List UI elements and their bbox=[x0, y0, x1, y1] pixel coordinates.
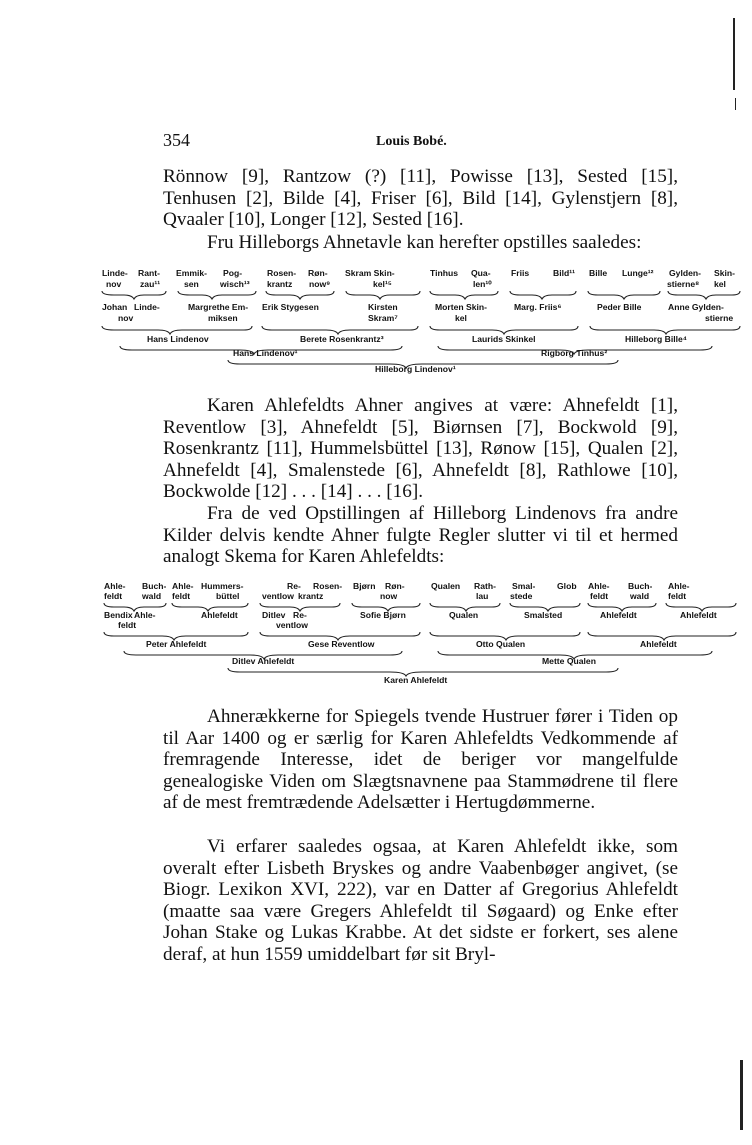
ancestor-name: stierne bbox=[705, 313, 734, 323]
ancestor-name: Tinhus bbox=[430, 268, 459, 278]
ancestor-name: wisch¹³ bbox=[220, 279, 250, 289]
ancestor-name: Gese Reventlow bbox=[308, 639, 375, 649]
scan-margin-mark bbox=[740, 1060, 743, 1130]
ancestor-name: Otto Qualen bbox=[476, 639, 526, 649]
running-title: Louis Bobé. bbox=[376, 134, 447, 149]
ancestor-name: Hummers- bbox=[201, 581, 244, 591]
ancestor-name: Re- bbox=[293, 610, 307, 620]
ancestor-name: zau¹¹ bbox=[140, 279, 161, 289]
paragraph-karen-daughter: Vi erfarer saaledes ogsaa, at Karen Ahlefeldt ikke, som overalt efter Lisbeth Bryskes og andre Vaabenbøger angivet, (se Biogr. Lexikon XVI, 222), var en Datter af Gregorius Ahlefeldt (maatte saa være Gregers Ahlefeldt til Søgaard) og Enke efter Johan Stake og Lukas Krabbe. At det sidste er forkert, ses alene deraf, at hun 1559 umiddelbart før sit Bryl- bbox=[163, 836, 678, 965]
ancestor-name: Lunge¹² bbox=[622, 268, 654, 278]
ancestor-name: Bille bbox=[589, 268, 608, 278]
scan-margin-mark bbox=[735, 98, 736, 110]
ancestor-name: Qua- bbox=[471, 268, 491, 278]
ancestor-name: Sofie Bjørn bbox=[360, 610, 406, 620]
ancestor-name: sen bbox=[184, 279, 199, 289]
ancestor-name: ventlow bbox=[276, 620, 308, 630]
ancestor-name: feldt bbox=[590, 591, 609, 601]
ancestor-name: Hans Lindenov bbox=[147, 334, 209, 344]
tree2-generation-4 bbox=[232, 656, 596, 666]
page-number: 354 bbox=[163, 130, 190, 150]
tree2-root-name: Karen Ahlefeldt bbox=[384, 675, 448, 685]
ancestor-name: kel bbox=[455, 313, 467, 323]
tree1-generation-1 bbox=[102, 268, 735, 289]
ancestor-name: now⁹ bbox=[309, 279, 331, 289]
ancestor-name: Smalsted bbox=[524, 610, 563, 620]
paragraph-ancestor-rows: Ahnerækkerne for Spiegels tvende Hustruer fører i Tiden op til Aar 1400 og er særlig for Karen Ahlefeldts Vedkommende af fremragende Interesse, idet de beriger vor mangelfulde genealogiske Viden om Slægtsnavnene paa Stammødrene til flere af de mest fremtrædende Adelsætter i Hertugdømmerne. bbox=[163, 706, 678, 813]
ancestor-name: kel¹⁵ bbox=[373, 279, 392, 289]
ancestor-name: Berete Rosenkrantz³ bbox=[300, 334, 384, 344]
ancestor-name: Skram Skin- bbox=[345, 268, 395, 278]
ancestor-name: now bbox=[380, 591, 398, 601]
ancestor-name: Johan bbox=[102, 302, 128, 312]
pedigree-hilleborg-lindenov bbox=[100, 264, 742, 374]
ancestor-name: Ahlefeldt bbox=[640, 639, 677, 649]
tree2-generation-1 bbox=[104, 581, 690, 601]
ancestor-name: Peter Ahlefeldt bbox=[146, 639, 207, 649]
ancestor-name: Qualen bbox=[449, 610, 479, 620]
scan-margin-mark bbox=[733, 18, 735, 90]
ancestor-name: Ahle- bbox=[104, 581, 126, 591]
ancestor-name: stede bbox=[510, 591, 533, 601]
ancestor-name: Ditlev Ahlefeldt bbox=[232, 656, 295, 666]
ancestor-name: Skram⁷ bbox=[368, 313, 398, 323]
ancestor-name: krantz bbox=[298, 591, 324, 601]
pedigree-karen-ahlefeldt bbox=[100, 577, 742, 687]
ancestor-name: Friis bbox=[511, 268, 530, 278]
ancestor-name: wald bbox=[142, 591, 162, 601]
tree1-brace-gen1 bbox=[102, 291, 740, 299]
ancestor-name: ventlow bbox=[262, 591, 294, 601]
ancestor-name: Buch- bbox=[628, 581, 653, 591]
ancestor-name: Hilleborg Bille⁴ bbox=[625, 334, 688, 344]
ancestor-name: Mette Qualen bbox=[542, 656, 596, 666]
ancestor-name: Linde- bbox=[134, 302, 160, 312]
paragraph-analogous-scheme: Fra de ved Opstillingen af Hilleborg Lindenovs fra andre Kilder delvis kendte Ahner fulgte Regler slutter vi til et hermed analogt Skema for Karen Ahlefeldts: bbox=[163, 503, 678, 567]
ancestor-name: Ahle- bbox=[172, 581, 194, 591]
ancestor-name: Ahle- bbox=[588, 581, 610, 591]
ancestor-name: Morten Skin- bbox=[435, 302, 488, 312]
ancestor-name: Bendix bbox=[104, 610, 133, 620]
ancestor-name: Røn- bbox=[385, 581, 405, 591]
ancestor-name: feldt bbox=[104, 591, 123, 601]
tree2-brace-gen3 bbox=[124, 651, 712, 659]
tree1-generation-2 bbox=[102, 302, 733, 323]
tree1-brace-gen2 bbox=[102, 326, 740, 334]
tree2-generation-3 bbox=[146, 639, 677, 649]
ancestor-name: miksen bbox=[208, 313, 238, 323]
ancestor-name: Gylden- bbox=[669, 268, 701, 278]
ancestor-name: Bild¹¹ bbox=[553, 268, 575, 278]
ancestor-name: Bjørn bbox=[353, 581, 376, 591]
tree1-root-name: Hilleborg Lindenov¹ bbox=[375, 364, 456, 374]
ancestor-name: Buch- bbox=[142, 581, 167, 591]
ancestor-name: Rosen- bbox=[267, 268, 297, 278]
ancestor-name: Laurids Skinkel bbox=[472, 334, 536, 344]
ancestor-name: feldt bbox=[172, 591, 191, 601]
ancestor-name: Rigborg Tinhus² bbox=[541, 348, 608, 358]
ancestor-name: stierne⁸ bbox=[667, 279, 700, 289]
paragraph-karen-ancestors: Karen Ahlefeldts Ahner angives at være: Ahnefeldt [1], Reventlow [3], Ahnefeldt [5], Biørnsen [7], Bockwold [9], Rosenkrantz [11], Hummelsbüttel [13], Rønow [15], Qualen [2], Ahnefeldt [4], Smalenstede [6], Ahnefeldt [8], Rathlowe [10], Bockwolde [12] . . . [14] . . . [16]. bbox=[163, 395, 678, 502]
ancestor-name: Skin- bbox=[714, 268, 736, 278]
ancestor-name: Peder Bille bbox=[597, 302, 642, 312]
ancestor-name: Ahlefeldt bbox=[600, 610, 637, 620]
ancestor-name: nov bbox=[118, 313, 134, 323]
ancestor-name: wald bbox=[630, 591, 650, 601]
paragraph-intro-hilleborg: Fru Hilleborgs Ahnetavle kan herefter opstilles saaledes: bbox=[207, 232, 642, 253]
ancestor-name: krantz bbox=[267, 279, 293, 289]
ancestor-name: büttel bbox=[216, 591, 240, 601]
ancestor-name: Ditlev bbox=[262, 610, 286, 620]
ancestor-name: Re- bbox=[287, 581, 301, 591]
ancestor-name: Erik Stygesen bbox=[262, 302, 319, 312]
ancestor-name: Kirsten bbox=[368, 302, 398, 312]
ancestor-name: Ahle- bbox=[134, 610, 156, 620]
paragraph-surnames: Rönnow [9], Rantzow (?) [11], Powisse [13], Sested [15], Tenhusen [2], Bilde [4], Friser [6], Bild [14], Gylenstjern [8], Qvaaler [10], Longer [12], Sested [16]. bbox=[163, 166, 678, 230]
ancestor-name: Glob bbox=[557, 581, 577, 591]
tree1-generation-3 bbox=[147, 334, 687, 344]
ancestor-name: nov bbox=[106, 279, 122, 289]
tree1-generation-4 bbox=[233, 348, 607, 358]
ancestor-name: Emmik- bbox=[176, 268, 208, 278]
ancestor-name: Rath- bbox=[474, 581, 496, 591]
ancestor-name: Hans Lindenov¹ bbox=[233, 348, 298, 358]
ancestor-name: Linde- bbox=[102, 268, 128, 278]
ancestor-name: Ahlefeldt bbox=[680, 610, 717, 620]
ancestor-name: lau bbox=[476, 591, 489, 601]
ancestor-name: kel bbox=[714, 279, 726, 289]
ancestor-name: Qualen bbox=[431, 581, 461, 591]
tree2-generation-2 bbox=[104, 610, 717, 630]
tree2-brace-gen1 bbox=[104, 603, 736, 611]
ancestor-name: Pog- bbox=[223, 268, 243, 278]
ancestor-name: Margrethe Em- bbox=[188, 302, 249, 312]
ancestor-name: Anne Gylden- bbox=[668, 302, 724, 312]
ancestor-name: len¹⁰ bbox=[473, 279, 492, 289]
ancestor-name: Rosen- bbox=[313, 581, 343, 591]
ancestor-name: feldt bbox=[668, 591, 687, 601]
ancestor-name: Marg. Friis⁶ bbox=[514, 302, 562, 312]
ancestor-name: Smal- bbox=[512, 581, 536, 591]
ancestor-name: Rant- bbox=[138, 268, 160, 278]
ancestor-name: Røn- bbox=[308, 268, 328, 278]
tree1-brace-gen3 bbox=[120, 346, 712, 354]
ancestor-name: Ahlefeldt bbox=[201, 610, 238, 620]
ancestor-name: feldt bbox=[118, 620, 137, 630]
ancestor-name: Ahle- bbox=[668, 581, 690, 591]
